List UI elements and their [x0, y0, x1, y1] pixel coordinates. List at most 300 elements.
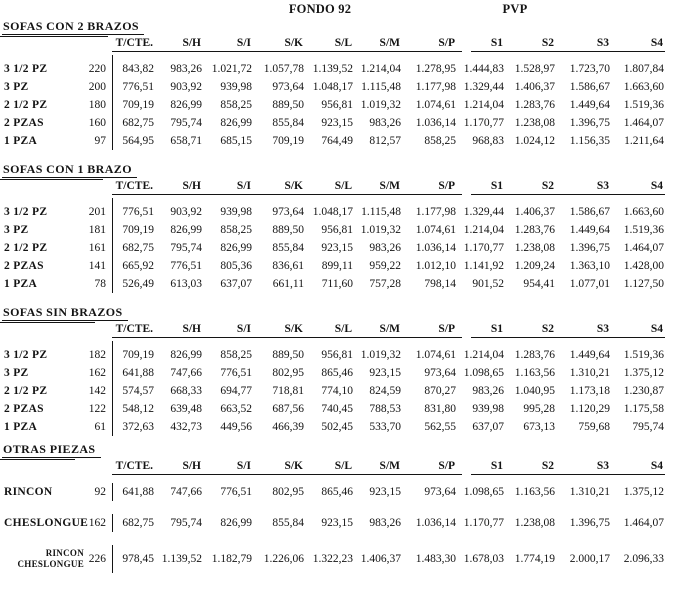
price-cell: 1.723,70	[569, 63, 610, 75]
price-cell: 1.177,98	[415, 206, 456, 218]
price-cell: 1.074,61	[415, 99, 456, 111]
price-cell: 1.012,10	[415, 260, 456, 272]
price-cell: 1.586,67	[569, 81, 610, 93]
price-cell: 1.519,36	[623, 349, 664, 361]
section-title-row	[2, 442, 673, 456]
price-cell: 983,26	[170, 63, 202, 75]
price-cell: 1.163,56	[514, 367, 555, 379]
price-cell: 1.214,04	[463, 99, 504, 111]
row-values	[112, 418, 666, 436]
price-cell: 639,48	[170, 403, 202, 415]
price-cell: 533,70	[369, 421, 401, 433]
row-qty-value: 97	[94, 135, 106, 147]
row-values	[112, 400, 666, 418]
price-cell: 711,60	[321, 278, 353, 290]
price-cell: 826,99	[170, 224, 202, 236]
price-cell: 1.036,14	[415, 242, 456, 254]
price-cell: 870,27	[424, 385, 456, 397]
price-cell: 709,19	[122, 99, 154, 111]
price-cell: 2.000,17	[569, 553, 610, 565]
column-header-grid	[112, 179, 665, 193]
section-title: SOFAS SIN BRAZOS	[2, 306, 128, 321]
section-title-row	[2, 305, 673, 319]
price-cell: 939,98	[220, 206, 252, 218]
price-cell: 1.238,08	[514, 242, 555, 254]
price-cell: 1.807,84	[623, 63, 664, 75]
row-values	[112, 203, 666, 221]
price-cell: 1.528,97	[514, 63, 555, 75]
price-cell: 903,92	[170, 206, 202, 218]
column-header: S3	[596, 460, 609, 472]
price-cell: 788,53	[369, 403, 401, 415]
price-cell: 1.040,95	[514, 385, 555, 397]
price-cell: 764,49	[321, 135, 353, 147]
table-row	[0, 483, 673, 501]
row-label: 2 1/2 PZ	[4, 385, 48, 397]
price-cell: 1.209,24	[514, 260, 555, 272]
price-cell: 983,26	[369, 517, 401, 529]
price-cell: 673,13	[523, 421, 555, 433]
price-section	[0, 162, 673, 293]
price-cell: 826,99	[220, 242, 252, 254]
price-cell: 1.283,76	[514, 99, 555, 111]
section-title: SOFAS CON 1 BRAZO	[2, 163, 137, 178]
row-label: 2 1/2 PZ	[4, 99, 48, 111]
table-row	[0, 239, 673, 257]
price-cell: 641,88	[122, 367, 154, 379]
column-header: S1	[490, 37, 503, 49]
column-header-grid	[112, 36, 665, 50]
price-cell: 709,19	[122, 349, 154, 361]
row-values	[112, 382, 666, 400]
price-cell: 1.170,77	[463, 117, 504, 129]
price-cell: 1.322,23	[312, 553, 353, 565]
price-cell: 795,74	[170, 242, 202, 254]
price-cell: 978,45	[122, 553, 154, 565]
price-cell: 1.074,61	[415, 224, 456, 236]
price-cell: 858,25	[220, 99, 252, 111]
price-cell: 1.329,44	[463, 206, 504, 218]
price-cell: 805,36	[220, 260, 252, 272]
price-cell: 1.024,12	[514, 135, 555, 147]
price-cell: 1.214,04	[463, 349, 504, 361]
column-header-grid	[112, 459, 665, 473]
price-cell: 1.057,78	[263, 63, 304, 75]
row-label: RINCON CHESLONGUE	[17, 548, 84, 569]
price-cell: 855,84	[272, 517, 304, 529]
section-title-row	[2, 162, 673, 176]
column-header: S/L	[334, 37, 352, 49]
price-cell: 740,45	[321, 403, 353, 415]
price-cell: 709,19	[272, 135, 304, 147]
column-header: S/H	[182, 460, 201, 472]
price-cell: 747,66	[170, 367, 202, 379]
price-cell: 831,80	[424, 403, 456, 415]
price-cell: 694,77	[220, 385, 252, 397]
price-cell: 1.127,50	[623, 278, 664, 290]
row-label: 3 1/2 PZ	[4, 206, 48, 218]
price-cell: 865,46	[321, 367, 353, 379]
price-cell: 923,15	[369, 486, 401, 498]
column-header: S/K	[284, 323, 303, 335]
price-cell: 1.036,14	[415, 517, 456, 529]
price-section	[0, 19, 673, 150]
price-cell: 1.156,35	[569, 135, 610, 147]
price-cell: 1.238,08	[514, 117, 555, 129]
table-row	[0, 132, 673, 150]
column-header-row	[0, 36, 673, 51]
price-cell: 889,50	[272, 349, 304, 361]
price-cell: 1.048,17	[312, 206, 353, 218]
column-header: T/CTE.	[115, 37, 153, 49]
price-cell: 1.310,21	[569, 367, 610, 379]
price-cell: 574,57	[122, 385, 154, 397]
row-label: 3 PZ	[4, 81, 29, 93]
price-cell: 502,45	[321, 421, 353, 433]
price-cell: 548,12	[122, 403, 154, 415]
price-cell: 973,64	[272, 206, 304, 218]
row-label: 3 1/2 PZ	[4, 63, 48, 75]
price-cell: 826,99	[170, 99, 202, 111]
price-cell: 637,07	[472, 421, 504, 433]
row-label: 3 PZ	[4, 367, 29, 379]
row-qty-value: 226	[88, 553, 106, 565]
price-cell: 1.077,01	[569, 278, 610, 290]
price-cell: 709,19	[122, 224, 154, 236]
column-header: T/CTE.	[115, 460, 153, 472]
row-values	[112, 275, 666, 293]
price-cell: 1.310,21	[569, 486, 610, 498]
price-cell: 1.283,76	[514, 224, 555, 236]
column-header: S2	[541, 323, 554, 335]
row-values	[112, 132, 666, 150]
table-row	[0, 346, 673, 364]
price-cell: 526,49	[122, 278, 154, 290]
rows-container	[0, 203, 673, 293]
table-row	[0, 364, 673, 382]
table-row	[0, 221, 673, 239]
row-values	[112, 114, 666, 132]
row-label: 2 1/2 PZ	[4, 242, 48, 254]
price-cell: 973,64	[424, 367, 456, 379]
price-cell: 668,33	[170, 385, 202, 397]
price-cell: 983,26	[369, 117, 401, 129]
column-header: S/K	[284, 180, 303, 192]
price-cell: 1.283,76	[514, 349, 555, 361]
price-cell: 865,46	[321, 486, 353, 498]
table-row	[0, 60, 673, 78]
table-row	[0, 203, 673, 221]
column-header-row	[0, 459, 673, 474]
price-section	[0, 305, 673, 436]
column-header: S1	[490, 460, 503, 472]
table-row	[0, 400, 673, 418]
price-cell: 1.170,77	[463, 517, 504, 529]
row-values	[112, 60, 666, 78]
price-cell: 1.406,37	[514, 81, 555, 93]
row-qty-value: 141	[88, 260, 106, 272]
price-cell: 1.098,65	[463, 486, 504, 498]
row-label: 1 PZA	[4, 278, 38, 290]
price-cell: 1.036,14	[415, 117, 456, 129]
price-cell: 903,92	[170, 81, 202, 93]
row-qty-value: 92	[94, 486, 106, 498]
row-values	[112, 483, 666, 501]
price-cell: 1.175,58	[623, 403, 664, 415]
price-cell: 983,26	[472, 385, 504, 397]
column-header: S3	[596, 323, 609, 335]
price-cell: 1.774,19	[514, 553, 555, 565]
price-cell: 1.396,75	[569, 517, 610, 529]
column-header: S/H	[182, 323, 201, 335]
price-cell: 687,56	[272, 403, 304, 415]
price-cell: 968,83	[472, 135, 504, 147]
column-header: S/L	[334, 323, 352, 335]
row-qty-value: 160	[88, 117, 106, 129]
price-cell: 836,61	[272, 260, 304, 272]
price-cell: 1.363,10	[569, 260, 610, 272]
price-cell: 1.120,29	[569, 403, 610, 415]
row-qty-value: 162	[88, 367, 106, 379]
price-cell: 682,75	[122, 117, 154, 129]
column-header: S/M	[379, 180, 400, 192]
price-cell: 795,74	[170, 117, 202, 129]
row-label: RINCON	[4, 486, 53, 498]
price-cell: 1.177,98	[415, 81, 456, 93]
column-header: S/L	[334, 180, 352, 192]
row-qty-value: 220	[88, 63, 106, 75]
price-cell: 685,15	[220, 135, 252, 147]
header-rule-pvp	[471, 51, 665, 52]
price-cell: 1.098,65	[463, 367, 504, 379]
table-row	[0, 78, 673, 96]
fondo-group-label: FONDO 92	[288, 2, 352, 16]
price-cell: 798,14	[424, 278, 456, 290]
header-rule-fondo	[112, 194, 462, 195]
price-cell: 747,66	[170, 486, 202, 498]
row-qty-value: 182	[88, 349, 106, 361]
price-cell: 1.170,77	[463, 242, 504, 254]
column-header: S/M	[379, 37, 400, 49]
price-cell: 956,81	[321, 349, 353, 361]
price-cell: 1.163,56	[514, 486, 555, 498]
row-values	[112, 346, 666, 364]
price-cell: 1.329,44	[463, 81, 504, 93]
column-header-grid	[112, 322, 665, 336]
price-cell: 973,64	[272, 81, 304, 93]
column-header: T/CTE.	[115, 323, 153, 335]
price-cell: 795,74	[632, 421, 664, 433]
header-rule-pvp	[471, 337, 665, 338]
price-cell: 1.019,32	[360, 349, 401, 361]
price-cell: 812,57	[369, 135, 401, 147]
row-qty-value: 78	[94, 278, 106, 290]
column-header: S1	[490, 323, 503, 335]
price-cell: 564,95	[122, 135, 154, 147]
price-cell: 1.238,08	[514, 517, 555, 529]
price-cell: 658,71	[170, 135, 202, 147]
price-cell: 889,50	[272, 99, 304, 111]
header-rule-pvp	[471, 474, 665, 475]
column-header: S/I	[236, 37, 251, 49]
price-cell: 1.182,79	[211, 553, 252, 565]
table-row	[0, 257, 673, 275]
row-values	[112, 239, 666, 257]
price-cell: 663,52	[220, 403, 252, 415]
column-header: S3	[596, 37, 609, 49]
price-cell: 1.375,12	[623, 486, 664, 498]
price-cell: 959,22	[369, 260, 401, 272]
price-cell: 682,75	[122, 242, 154, 254]
column-header: S/I	[236, 180, 251, 192]
price-cell: 665,92	[122, 260, 154, 272]
price-cell: 1.019,32	[360, 99, 401, 111]
price-cell: 776,51	[170, 260, 202, 272]
price-cell: 939,98	[220, 81, 252, 93]
price-cell: 899,11	[321, 260, 353, 272]
price-cell: 802,95	[272, 486, 304, 498]
price-cell: 1.519,36	[623, 99, 664, 111]
price-cell: 1.375,12	[623, 367, 664, 379]
rows-container	[0, 483, 673, 573]
column-header: S1	[490, 180, 503, 192]
price-cell: 466,39	[272, 421, 304, 433]
column-header: S/P	[438, 180, 455, 192]
price-cell: 432,73	[170, 421, 202, 433]
price-cell: 1.464,07	[623, 242, 664, 254]
column-header: S2	[541, 37, 554, 49]
row-values	[112, 257, 666, 275]
price-cell: 776,51	[122, 206, 154, 218]
price-cell: 776,51	[122, 81, 154, 93]
price-cell: 641,88	[122, 486, 154, 498]
price-cell: 661,11	[272, 278, 304, 290]
rows-container	[0, 60, 673, 150]
price-cell: 1.278,95	[415, 63, 456, 75]
row-qty-value: 122	[88, 403, 106, 415]
price-cell: 1.214,04	[463, 224, 504, 236]
price-cell: 956,81	[321, 224, 353, 236]
price-cell: 1.021,72	[211, 63, 252, 75]
column-header: S/H	[182, 37, 201, 49]
price-cell: 1.428,00	[623, 260, 664, 272]
column-header: S/K	[284, 37, 303, 49]
price-cell: 1.449,64	[569, 99, 610, 111]
header-rule-pvp	[471, 194, 665, 195]
section-title: SOFAS CON 2 BRAZOS	[2, 20, 144, 35]
column-header: S/I	[236, 460, 251, 472]
price-cell: 923,15	[321, 242, 353, 254]
price-cell: 1.464,07	[623, 517, 664, 529]
price-cell: 923,15	[321, 117, 353, 129]
price-cell: 1.396,75	[569, 117, 610, 129]
column-header: S/P	[438, 460, 455, 472]
pvp-group-label: PVP	[502, 2, 528, 16]
price-cell: 1.663,60	[623, 206, 664, 218]
price-cell: 718,81	[272, 385, 304, 397]
price-cell: 1.211,64	[624, 135, 664, 147]
price-cell: 757,28	[369, 278, 401, 290]
column-header: S/P	[438, 323, 455, 335]
column-header: S4	[650, 460, 663, 472]
price-cell: 939,98	[472, 403, 504, 415]
column-header: S2	[541, 180, 554, 192]
price-cell: 826,99	[220, 117, 252, 129]
price-cell: 956,81	[321, 99, 353, 111]
row-values	[112, 96, 666, 114]
column-header-row	[0, 322, 673, 337]
price-cell: 983,26	[369, 242, 401, 254]
price-cell: 826,99	[170, 349, 202, 361]
row-values	[112, 545, 666, 573]
price-cell: 1.663,60	[623, 81, 664, 93]
price-cell: 855,84	[272, 242, 304, 254]
price-cell: 449,56	[220, 421, 252, 433]
price-cell: 1.586,67	[569, 206, 610, 218]
price-cell: 1.139,52	[312, 63, 353, 75]
price-cell: 613,03	[170, 278, 202, 290]
price-cell: 1.396,75	[569, 242, 610, 254]
price-cell: 973,64	[424, 486, 456, 498]
column-header: S4	[650, 180, 663, 192]
price-cell: 901,52	[472, 278, 504, 290]
price-cell: 1.019,32	[360, 224, 401, 236]
row-label: CHESLONGUE	[4, 517, 89, 529]
price-cell: 855,84	[272, 117, 304, 129]
row-qty-value: 201	[88, 206, 106, 218]
column-header: S/M	[379, 460, 400, 472]
row-qty-value: 161	[88, 242, 106, 254]
price-cell: 2.096,33	[623, 553, 664, 565]
row-label: 3 1/2 PZ	[4, 349, 48, 361]
price-cell: 774,10	[321, 385, 353, 397]
column-header: S/L	[334, 460, 352, 472]
price-section	[0, 442, 673, 573]
price-cell: 1.115,48	[361, 81, 401, 93]
price-cell: 923,15	[321, 517, 353, 529]
section-title: OTRAS PIEZAS	[2, 443, 101, 458]
price-cell: 1.074,61	[415, 349, 456, 361]
price-cell: 1.214,04	[360, 63, 401, 75]
table-row	[0, 382, 673, 400]
table-row	[0, 418, 673, 436]
rows-container	[0, 346, 673, 436]
price-cell: 1.226,06	[263, 553, 304, 565]
price-cell: 795,74	[170, 517, 202, 529]
column-header: S3	[596, 180, 609, 192]
column-header: S/M	[379, 323, 400, 335]
price-cell: 1.048,17	[312, 81, 353, 93]
price-cell: 802,95	[272, 367, 304, 379]
column-header: S/P	[438, 37, 455, 49]
price-cell: 889,50	[272, 224, 304, 236]
price-cell: 1.483,30	[415, 553, 456, 565]
price-cell: 995,28	[523, 403, 555, 415]
price-cell: 858,25	[424, 135, 456, 147]
table-row	[0, 545, 673, 573]
row-qty-value: 61	[94, 421, 106, 433]
price-cell: 776,51	[220, 486, 252, 498]
row-qty-value: 180	[88, 99, 106, 111]
price-cell: 1.139,52	[161, 553, 202, 565]
price-cell: 858,25	[220, 224, 252, 236]
price-cell: 824,59	[369, 385, 401, 397]
table-row	[0, 114, 673, 132]
header-rule-fondo	[112, 474, 462, 475]
price-cell: 954,41	[523, 278, 555, 290]
header-rule-fondo	[112, 337, 462, 338]
table-row	[0, 275, 673, 293]
